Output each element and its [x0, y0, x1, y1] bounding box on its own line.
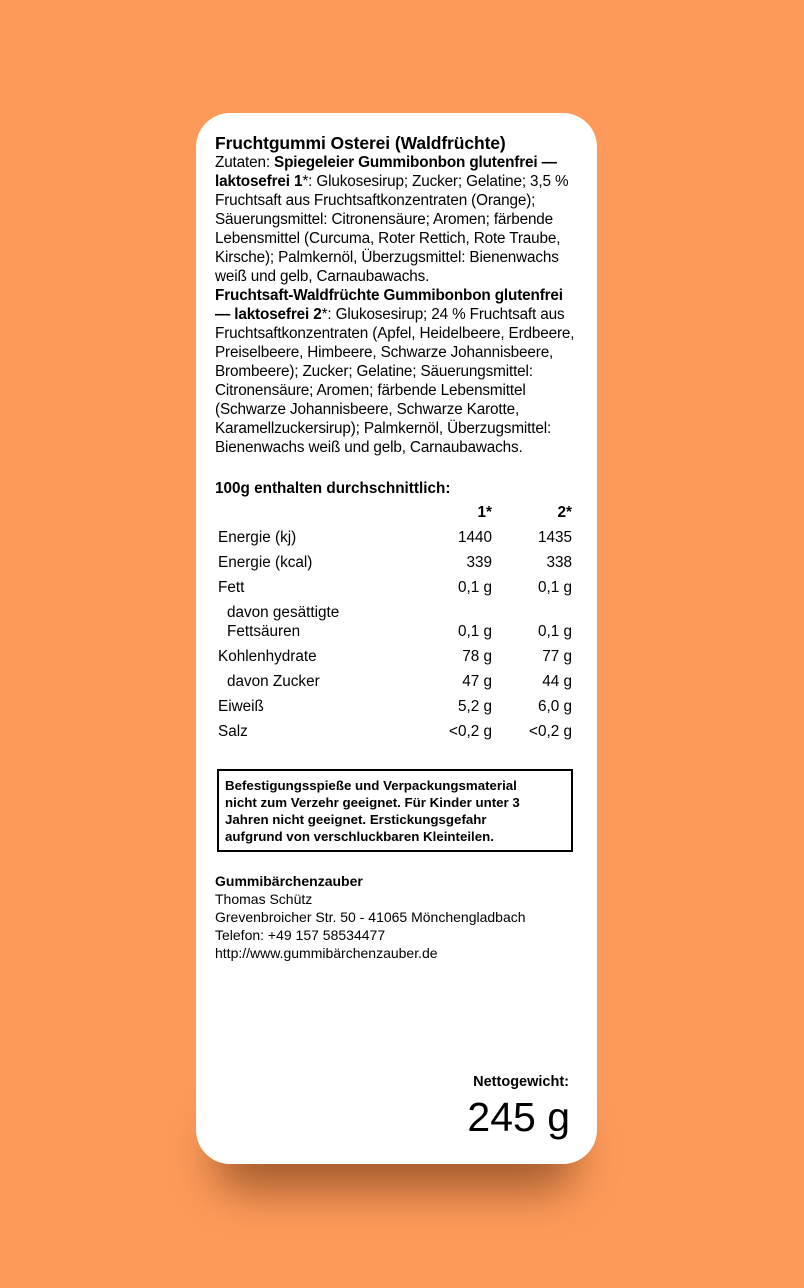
warning-box: [217, 769, 573, 852]
nutrition-table: [215, 500, 575, 741]
nutrient-label: Fett: [218, 579, 245, 596]
nutrition-row: [215, 572, 575, 597]
nutrient-value-1: <0,2 g: [449, 723, 492, 740]
ingredients-prefix: Zutaten:: [215, 154, 275, 171]
nutrient-value-1: 5,2 g: [457, 698, 492, 715]
nutrient-value-2: <0,2 g: [529, 723, 572, 740]
product-label-card: [196, 113, 597, 1164]
nutrient-label: Eiweiß: [218, 698, 264, 715]
warning-line: Jahren nicht geeignet. Erstickungsgefahr: [225, 812, 487, 827]
nutrition-heading: 100g enthalten durchschnittlich:: [215, 480, 451, 497]
nutrient-label-line1: davon gesättigte: [227, 604, 340, 621]
nutrient-value-2: 0,1 g: [537, 579, 572, 596]
nutrient-value-1: 0,1 g: [457, 623, 492, 640]
column-header-2: 2*: [557, 504, 572, 521]
product1-ingredients: : Glukosesirup; Zucker; Gelatine; 3,5 % Fruchtsaft aus Fruchtsaftkonzentraten (Orange); Säuerungsmittel: Citronensäure; Aromen; färbende Lebensmittel (Curcuma, Roter Rettich, Rote Traube, Kirsche); Palmkernöl, Überzugsmittel: Bienenwachs weiß und gelb, Carnaubawachs.: [215, 173, 569, 285]
product1-name: Spiegeleier Gummibonbon glutenfrei — laktosefrei 1: [215, 154, 557, 190]
nutrient-label: Salz: [218, 723, 248, 740]
nutrient-label: davon Zucker: [227, 673, 320, 690]
contact-phone: Telefon: +49 157 58534477: [215, 927, 386, 943]
warning-line: aufgrund von verschluckbaren Kleinteilen.: [225, 829, 494, 844]
net-weight-value: 245 g: [467, 1094, 570, 1140]
nutrient-value-1: 0,1 g: [457, 579, 492, 596]
product2-ingredients: : Glukosesirup; 24 % Fruchtsaft aus Fruchtsaftkonzentraten (Apfel, Heidelbeere, Erdbeere, Preiselbeere, Himbeere, Schwarze Johannisbeere, Brombeere); Zucker; Gelatine; Säuerungsmittel: Citronensäure; Aromen; färbende Lebensmittel (Schwarze Johannisbeere, Schwarze Karotte, Karamellzuckersirup); Palmkernöl, Überzugsmittel: Bienenwachs weiß und gelb, Carnaubawachs.: [215, 306, 575, 456]
product-title: Fruchtgummi Osterei (Waldfrüchte): [215, 133, 506, 153]
nutrient-value-2: 6,0 g: [537, 698, 572, 715]
net-weight: [467, 1073, 570, 1140]
manufacturer-contact: [215, 872, 578, 962]
nutrient-label-line2: Fettsäuren: [227, 623, 301, 640]
contact-name: Thomas Schütz: [215, 891, 313, 907]
nutrition-row: [215, 547, 575, 572]
nutrition-row: [215, 597, 575, 641]
column-header-1: 1*: [477, 504, 492, 521]
nutrient-label: Kohlenhydrate: [218, 648, 317, 665]
nutrition-row: [215, 666, 575, 691]
nutrient-value-2: 44 g: [542, 673, 572, 690]
nutrient-label: Energie (kj): [218, 529, 297, 546]
nutrition-row: [215, 641, 575, 666]
product2-name: Fruchtsaft-Waldfrüchte Gummibonbon glutenfrei — laktosefrei 2: [215, 287, 563, 323]
contact-website: http://www.gummibärchenzauber.de: [215, 945, 438, 961]
nutrient-label: [215, 597, 397, 641]
ingredients-text: [215, 153, 578, 457]
product1-marker: *: [302, 173, 309, 190]
nutrition-row: [215, 716, 575, 741]
nutrient-value-1: 47 g: [462, 673, 492, 690]
nutrient-value-2: 1435: [537, 529, 572, 546]
warning-line: nicht zum Verzehr geeignet. Für Kinder unter 3: [225, 795, 520, 810]
nutrient-value-2: 338: [546, 554, 572, 571]
nutrient-value-1: 1440: [457, 529, 492, 546]
nutrition-header-label: [215, 500, 397, 522]
net-weight-label: Nettogewicht:: [473, 1074, 569, 1090]
nutrition-row: [215, 522, 575, 547]
nutrient-value-1: 78 g: [462, 648, 492, 665]
nutrition-row: [215, 691, 575, 716]
nutrient-label: Energie (kcal): [218, 554, 313, 571]
warning-line: Befestigungsspieße und Verpackungsmaterial: [225, 778, 517, 793]
nutrient-value-2: 77 g: [542, 648, 572, 665]
nutrient-value-1: 339: [466, 554, 492, 571]
company-name: Gummibärchenzauber: [215, 873, 363, 889]
product2-marker: *: [321, 306, 328, 323]
nutrition-header-row: [215, 500, 575, 522]
nutrient-value-2: 0,1 g: [537, 623, 572, 640]
contact-address: Grevenbroicher Str. 50 - 41065 Mönchengladbach: [215, 909, 526, 925]
